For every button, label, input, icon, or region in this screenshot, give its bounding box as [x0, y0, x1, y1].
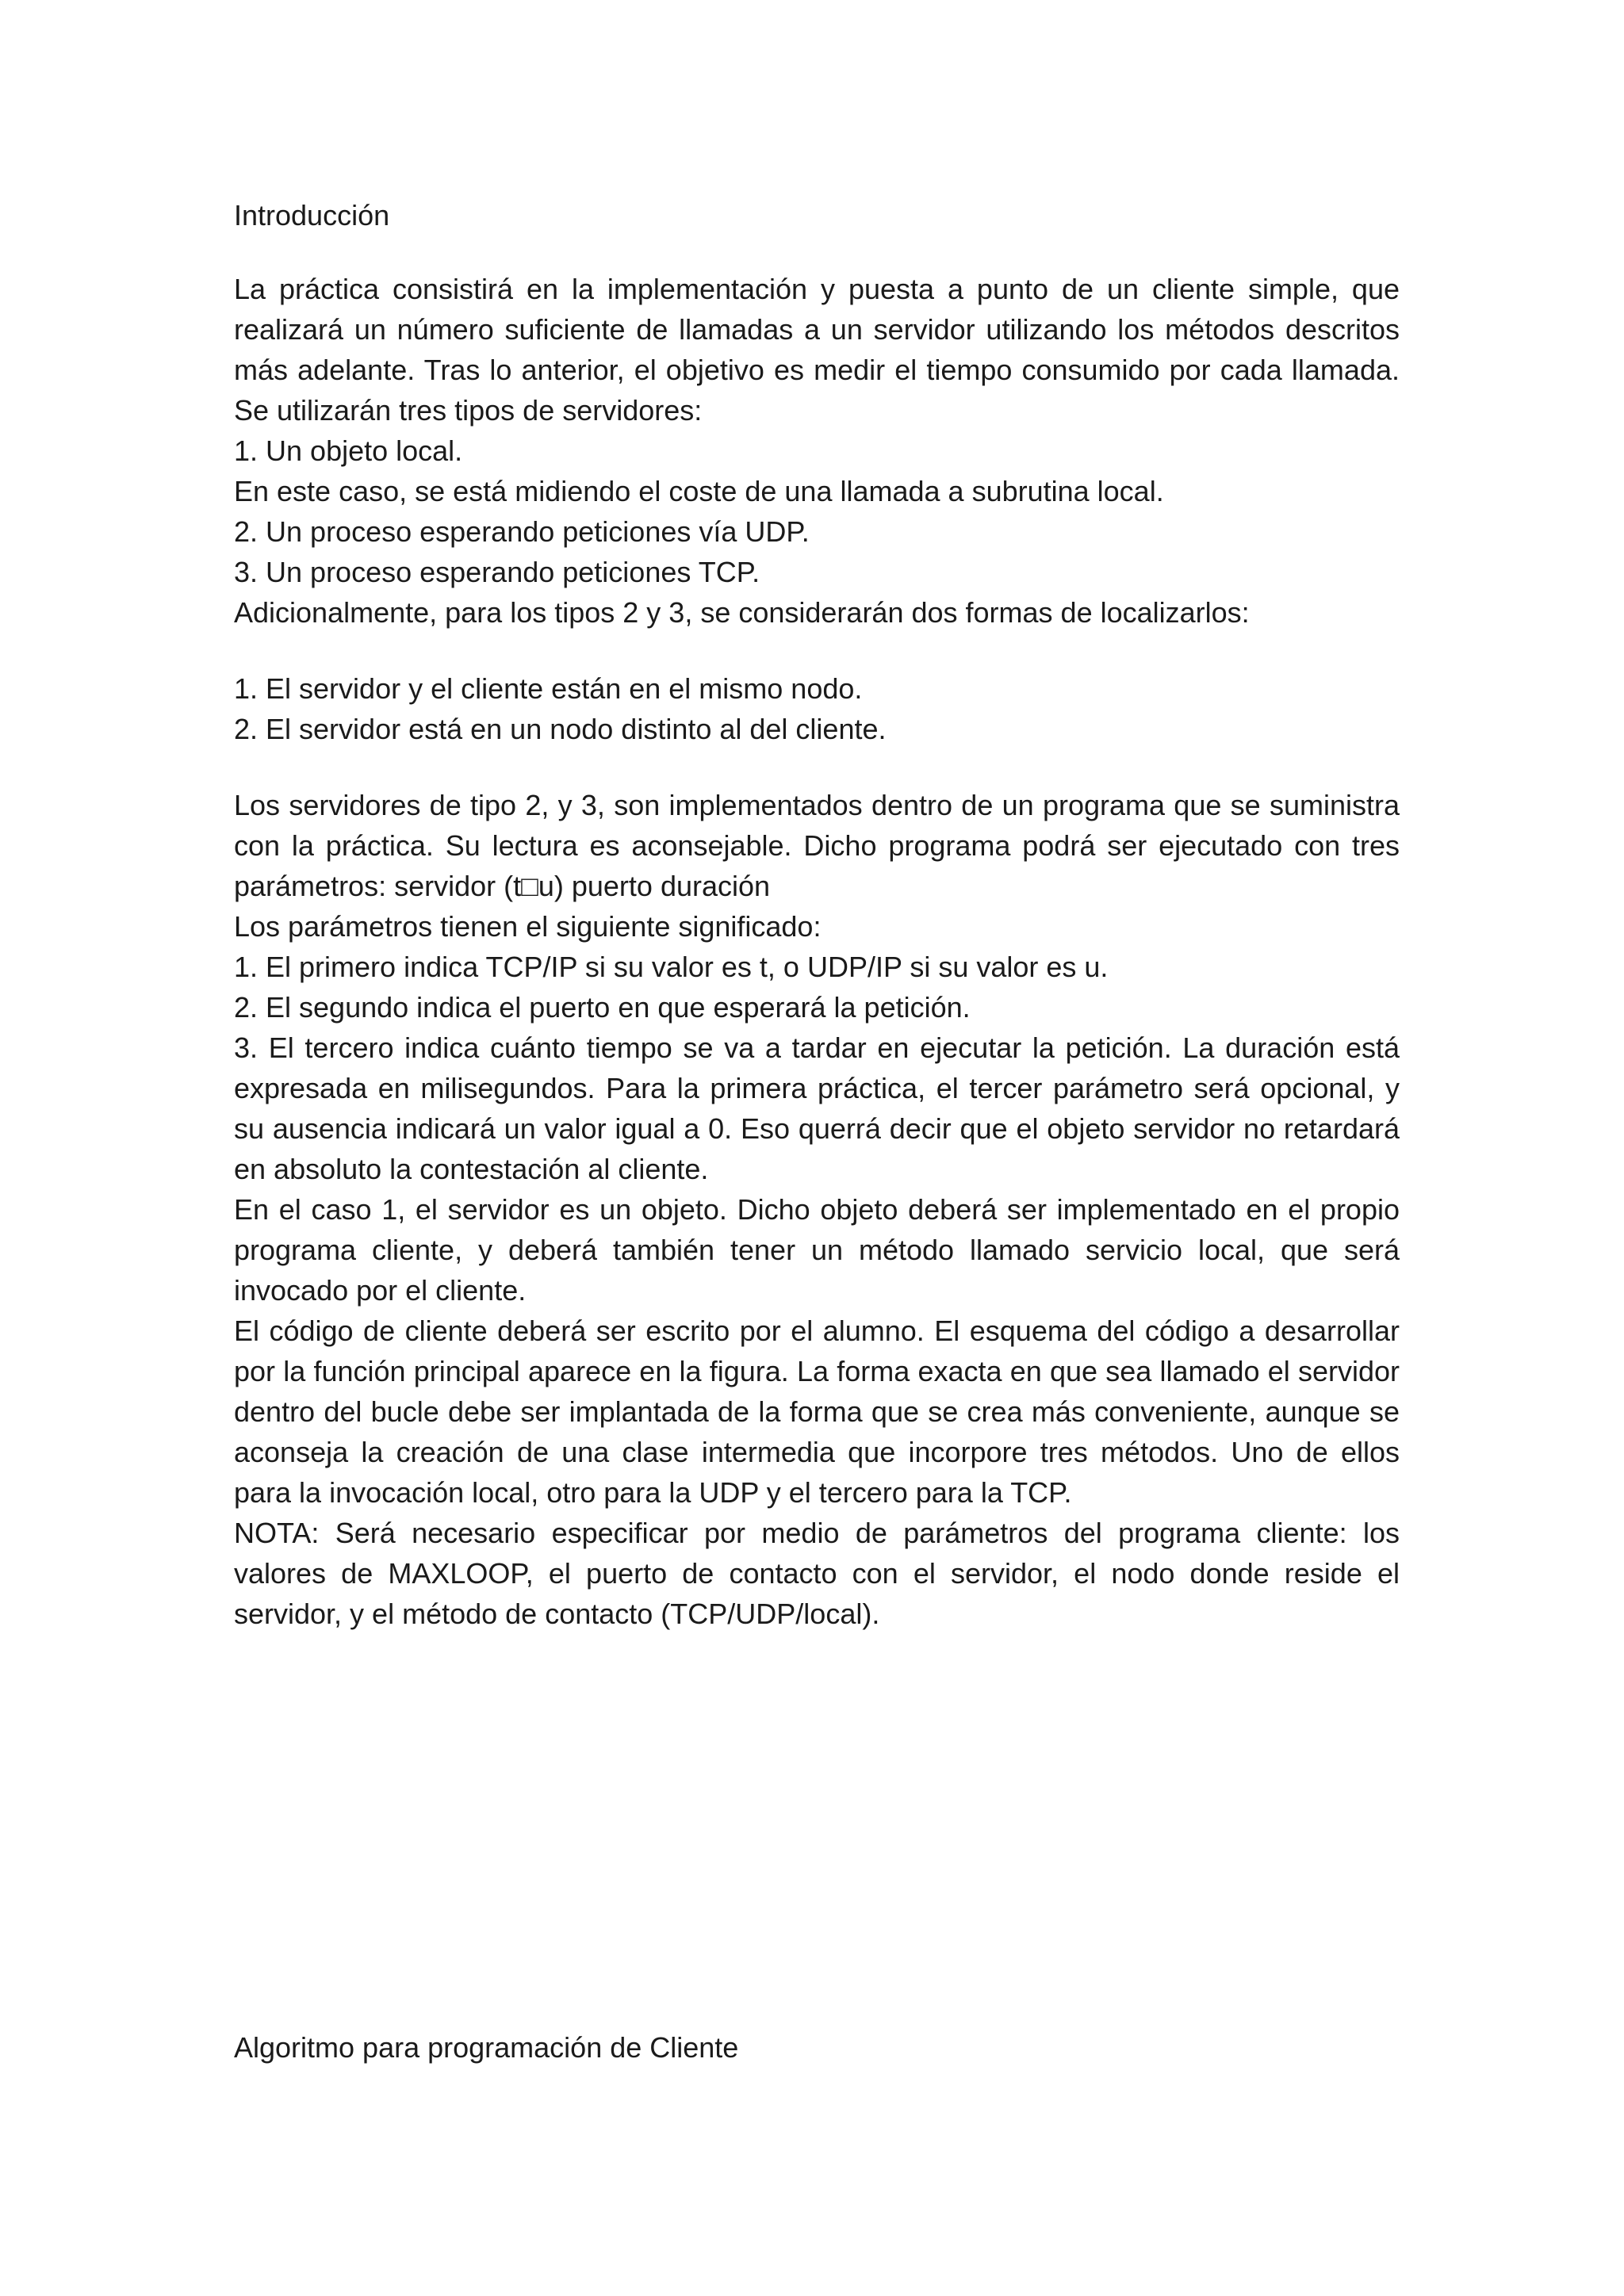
- list-item: 1. El primero indica TCP/IP si su valor es t, o UDP/IP si su valor es u.: [234, 951, 1109, 983]
- case1-paragraph: En el caso 1, el servidor es un objeto. Dicho objeto deberá ser implementado en el propio programa cliente, y deberá también tener un método llamado servicio local, que será invocado por el cliente.: [234, 1193, 1400, 1307]
- note-paragraph: NOTA: Será necesario especificar por medio de parámetros del programa cliente: los valores de MAXLOOP, el puerto de contacto con el servidor, el nodo donde reside el servidor, y el método de contacto (TCP/UDP/local).: [234, 1517, 1400, 1630]
- algorithm-heading: Algoritmo para programación de Cliente: [234, 2031, 739, 2064]
- section-heading: Introducción: [234, 199, 390, 232]
- document-body: [234, 195, 1400, 1634]
- list-item: 2. El segundo indica el puerto en que esperará la petición.: [234, 991, 971, 1024]
- list-item: 3. El tercero indica cuánto tiempo se va a tardar en ejecutar la petición. La duración está expresada en milisegundos. Para la primera práctica, el tercer parámetro será opcional, y su ausencia indicará un valor igual a 0. Eso querrá decir que el objeto servidor no retardará en absoluto la contestación al cliente.: [234, 1031, 1400, 1185]
- list-item: 2. El servidor está en un nodo distinto al del cliente.: [234, 713, 887, 745]
- list-item: 1. Un objeto local.: [234, 434, 463, 467]
- params-intro: Los parámetros tienen el siguiente significado:: [234, 910, 822, 943]
- list-item: 2. Un proceso esperando peticiones vía UDP.: [234, 515, 810, 548]
- client-code-paragraph: El código de cliente deberá ser escrito por el alumno. El esquema del código a desarrollar por la función principal aparece en la figura. La forma exacta en que sea llamado el servidor dentro del bucle debe ser implantada de la forma que se crea más conveniente, aunque se aconseja la creación de una clase intermedia que incorpore tres métodos. Uno de ellos para la invocación local, otro para la UDP y el tercero para la TCP.: [234, 1314, 1400, 1509]
- list-item: 1. El servidor y el cliente están en el mismo nodo.: [234, 672, 863, 705]
- list-item: 3. Un proceso esperando peticiones TCP.: [234, 556, 760, 588]
- list-item: En este caso, se está midiendo el coste de una llamada a subrutina local.: [234, 475, 1164, 507]
- servers-paragraph: Los servidores de tipo 2, y 3, son implementados dentro de un programa que se suministra con la práctica. Su lectura es aconsejable. Dicho programa podrá ser ejecutado con tres parámetros: servidor (t□u) puerto duración: [234, 789, 1400, 902]
- intro-paragraph: La práctica consistirá en la implementación y puesta a punto de un cliente simple, que realizará un número suficiente de llamadas a un servidor utilizando los métodos descritos más adelante. Tras lo anterior, el objetivo es medir el tiempo consumido por cada llamada. Se utilizarán tres tipos de servidores:: [234, 273, 1400, 427]
- additional-line: Adicionalmente, para los tipos 2 y 3, se considerarán dos formas de localizarlos:: [234, 596, 1250, 629]
